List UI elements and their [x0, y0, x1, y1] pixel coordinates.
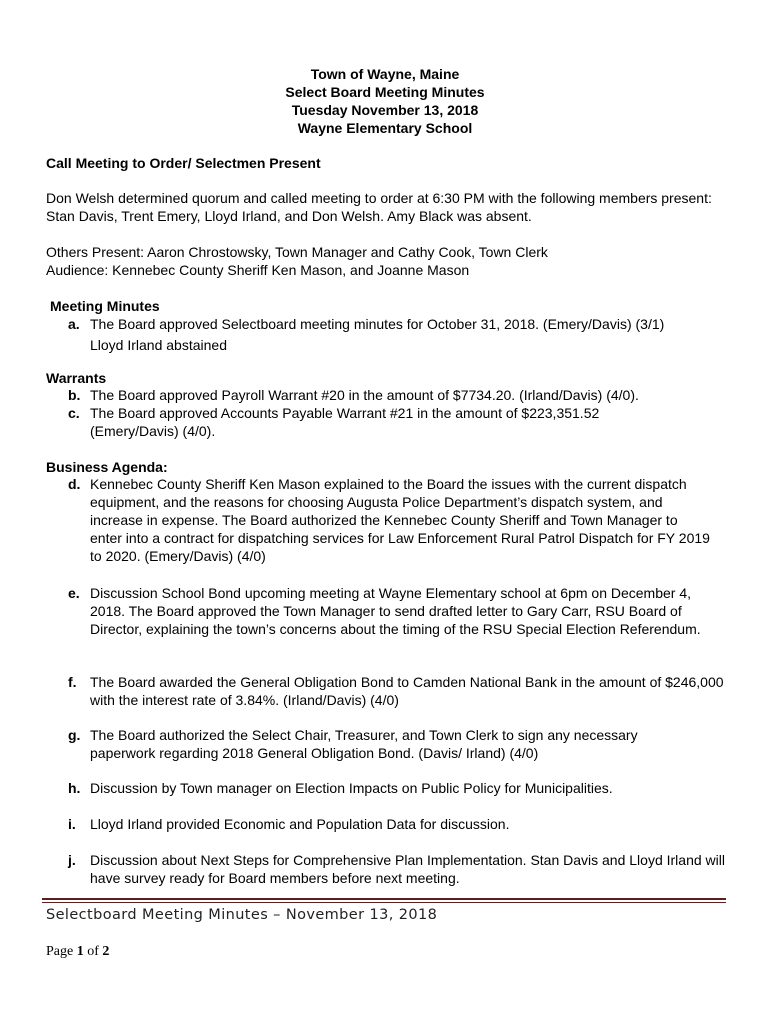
business-agenda-heading: Business Agenda: [46, 459, 168, 475]
page-current: 1 [76, 944, 84, 959]
item-letter: h. [68, 780, 81, 796]
call-to-order-body: Don Welsh determined quorum and called meeting to order at 6:30 PM with the following members present: Stan Davis, Trent Emery, Lloyd Irland, and Don Welsh. Amy Black was absent. [46, 190, 712, 224]
footer-divider [42, 898, 726, 904]
item-text: The Board awarded the General Obligation Bond to Camden National Bank in the amount of $246,000 with the interest rate of 3.84%. (Irland/Davis) (4/0) [90, 674, 724, 708]
item-text: Discussion School Bond upcoming meeting at Wayne Elementary school at 6pm on December 4, 2018. The Board approved the Town Manager to send drafted letter to Gary Carr, RSU Board of Director, explaining the town’s concerns about the timing of the RSU Special Election Referendum. [90, 585, 701, 637]
list-item [68, 851, 728, 887]
list-item [68, 726, 728, 762]
item-text [90, 315, 728, 354]
others-present: Others Present: Aaron Chrostowsky, Town Manager and Cathy Cook, Town Clerk [46, 244, 548, 260]
audience: Audience: Kennebec County Sheriff Ken Mason, and Joanne Mason [46, 262, 470, 278]
header-title: Select Board Meeting Minutes [285, 84, 485, 100]
item-text: The Board authorized the Select Chair, Treasurer, and Town Clerk to sign any necessary paperwork regarding 2018 General Obligation Bond. (Davis/ Irland) (4/0) [90, 727, 638, 761]
page-number [46, 943, 109, 961]
page-total: 2 [102, 944, 110, 959]
footer-title: Selectboard Meeting Minutes – November 13, 2018 [46, 907, 438, 923]
item-letter: f. [68, 674, 77, 690]
item-text: The Board approved Accounts Payable Warrant #21 in the amount of $223,351.52 (Emery/Davis) (4/0). [90, 405, 600, 439]
item-text: Discussion about Next Steps for Comprehensive Plan Implementation. Stan Davis and Lloyd Irland will have survey ready for Board members before next meeting. [90, 852, 725, 886]
item-text: Discussion by Town manager on Election Impacts on Public Policy for Municipalities. [90, 780, 613, 796]
footer-divider-thin [42, 902, 726, 903]
item-letter: i. [68, 816, 76, 832]
meeting-minutes-heading: Meeting Minutes [50, 298, 160, 314]
item-letter: d. [68, 476, 81, 492]
item-letter: j. [68, 852, 76, 868]
list-item [68, 815, 728, 833]
list-item [68, 779, 728, 797]
item-text: Lloyd Irland provided Economic and Population Data for discussion. [90, 816, 510, 832]
item-letter: g. [68, 727, 81, 743]
list-item [68, 584, 728, 638]
list-item [68, 315, 728, 354]
list-item [68, 386, 728, 404]
list-item [68, 673, 728, 709]
header-location: Wayne Elementary School [297, 120, 473, 136]
header-town: Town of Wayne, Maine [310, 66, 460, 82]
item-letter: e. [68, 585, 80, 601]
list-item [68, 475, 728, 565]
item-text: Kennebec County Sheriff Ken Mason explained to the Board the issues with the current dispatch equipment, and the reasons for choosing Augusta Police Department’s dispatch system, and increase in expense. The Board authorized the Kennebec County Sheriff and Town Manager to enter into a contract for dispatching services for Law Enforcement Rural Patrol Dispatch for FY 2019 to 2020. (Emery/Davis) (4/0) [90, 476, 710, 564]
document-header [0, 65, 770, 137]
header-date: Tuesday November 13, 2018 [291, 102, 479, 118]
item-text-line: Lloyd Irland abstained [90, 337, 227, 353]
item-letter: b. [68, 387, 81, 403]
page-label: Page [46, 944, 74, 959]
item-letter: a. [68, 316, 80, 332]
footer-divider-thick [42, 898, 726, 900]
call-to-order-heading: Call Meeting to Order/ Selectmen Present [46, 155, 321, 171]
warrants-heading: Warrants [46, 370, 107, 386]
page-of: of [87, 944, 99, 959]
item-text-line: The Board approved Selectboard meeting minutes for October 31, 2018. (Emery/Davis) (3/1) [90, 316, 665, 332]
list-item [68, 404, 728, 440]
item-text: The Board approved Payroll Warrant #20 in the amount of $7734.20. (Irland/Davis) (4/0). [90, 387, 639, 403]
item-letter: c. [68, 405, 80, 421]
